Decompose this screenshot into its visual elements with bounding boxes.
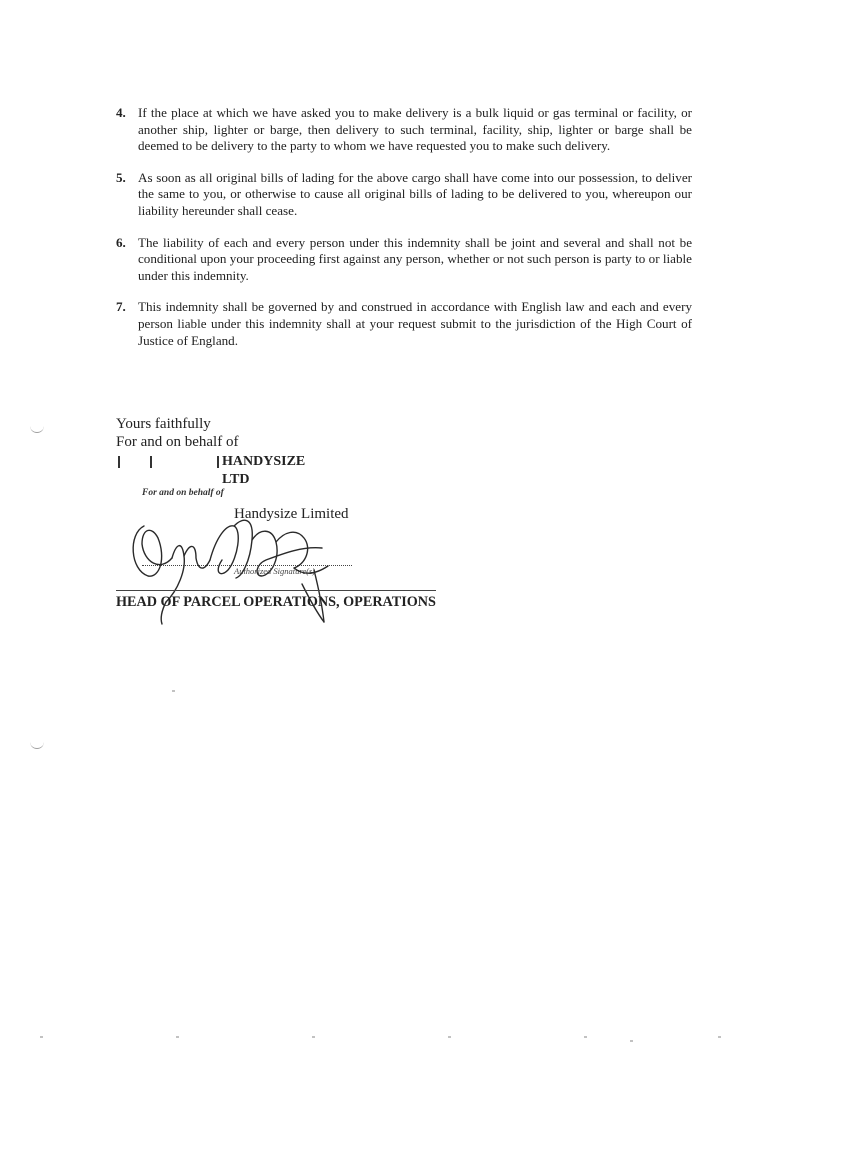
closing-block <box>116 416 306 487</box>
clause-text: This indemnity shall be governed by and construed in accordance with English law and each and every person liable under this indemnity shall at your request submit to the jurisdiction of the High Court of Justice of England. <box>138 299 692 348</box>
scan-speck <box>40 1036 43 1038</box>
company-name: HANDYSIZE LTD <box>222 454 306 487</box>
clause-5 <box>116 170 692 220</box>
clause-text: As soon as all original bills of lading for the above cargo shall have come into our possession, to deliver the same to you, or otherwise to cause all original bills of lading to be delivered to you, whereupon our liability hereunder shall cease. <box>138 169 692 218</box>
redaction-mark <box>118 456 120 468</box>
scan-mark <box>30 426 44 433</box>
redaction-mark <box>150 456 152 468</box>
scan-speck <box>172 690 175 692</box>
stamp-on-behalf: For and on behalf of <box>142 488 224 498</box>
stamp-authorized-label: Authorized Signature(s) <box>234 566 316 576</box>
scan-speck <box>630 1040 633 1042</box>
clause-text: The liability of each and every person under this indemnity shall be joint and several and shall not be conditional upon your proceeding first against any person, whether or not such person is party to or liable under this indemnity. <box>138 234 692 283</box>
redaction-mark <box>217 456 219 468</box>
scan-speck <box>312 1036 315 1038</box>
scan-speck <box>718 1036 721 1038</box>
signatory-title: HEAD OF PARCEL OPERATIONS, OPERATIONS <box>116 594 436 610</box>
signature-rule <box>116 590 436 591</box>
clause-number: 6. <box>116 234 126 250</box>
clause-number: 4. <box>116 105 126 120</box>
clause-number: 7. <box>116 299 126 315</box>
clause-number: 5. <box>116 169 126 185</box>
company-line <box>116 453 306 487</box>
clause-6 <box>116 235 692 285</box>
scan-mark <box>30 742 44 749</box>
clause-7 <box>116 299 692 349</box>
on-behalf-line: For and on behalf of <box>116 433 239 450</box>
scan-speck <box>584 1036 587 1038</box>
scan-speck <box>448 1036 451 1038</box>
stamp-company-name: Handysize Limited <box>234 506 349 522</box>
scan-speck <box>176 1036 179 1038</box>
indemnity-clauses <box>116 105 692 364</box>
salutation: Yours faithfully <box>116 416 211 432</box>
clause-4 <box>116 105 692 155</box>
clause-text: If the place at which we have asked you to make delivery is a bulk liquid or gas terminal or facility, or another ship, lighter or barge, then delivery to such terminal, facility, ship, lighter or barge shall be deemed to be delivery to the party to whom we have requested you to make such delivery. <box>138 105 692 154</box>
